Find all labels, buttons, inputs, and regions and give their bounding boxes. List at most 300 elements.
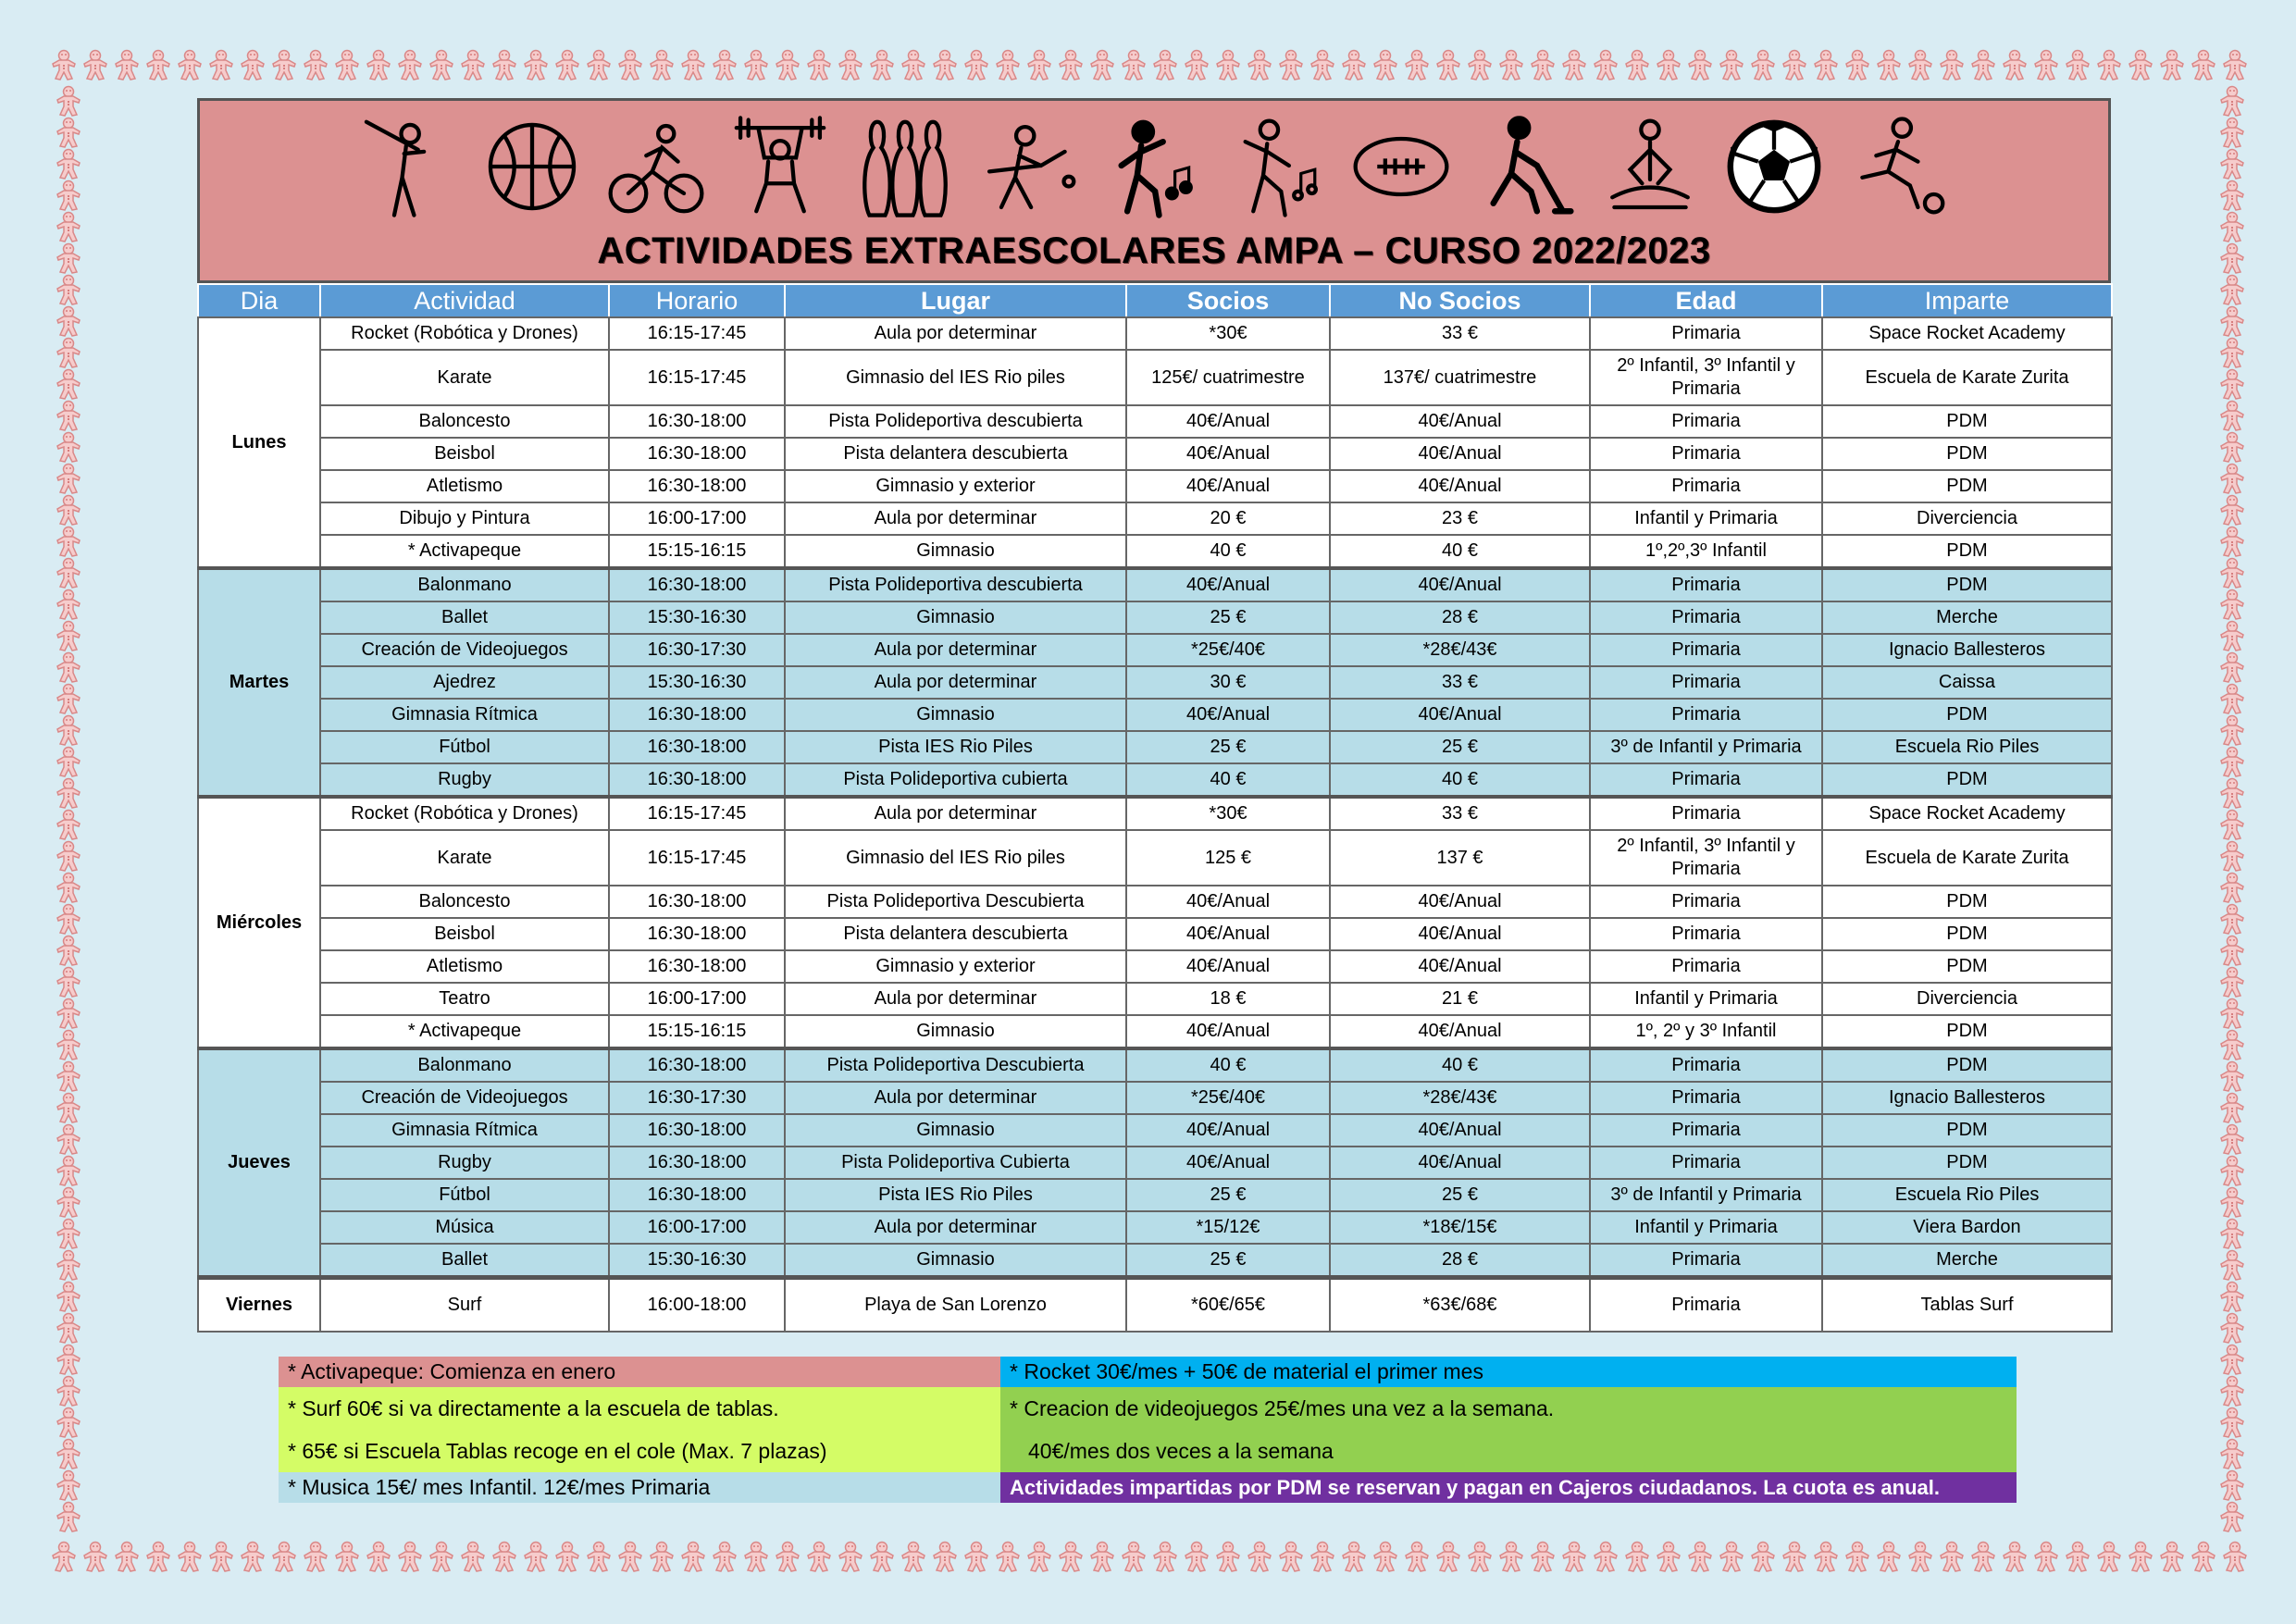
- cell-actividad: Baloncesto: [320, 405, 609, 438]
- football-kicker-icon: [1847, 112, 1949, 221]
- gingerbread-icon: [1055, 44, 1086, 85]
- cell-actividad: Balonmano: [320, 568, 609, 601]
- cell-imparte: Escuela Rio Piles: [1822, 1179, 2112, 1211]
- table-row: [198, 918, 2112, 950]
- gingerbread-icon: [48, 1536, 80, 1577]
- gingerbread-icon: [300, 1536, 331, 1577]
- gingerbread-icon: [111, 1536, 143, 1577]
- gingerbread-icon: [2212, 683, 2253, 714]
- gingerbread-icon: [2212, 1344, 2253, 1375]
- gingerbread-icon: [2212, 180, 2253, 211]
- bowling-icon: [854, 112, 956, 221]
- gingerbread-icon: [48, 840, 89, 872]
- table-row: [198, 797, 2112, 830]
- gingerbread-icon: [772, 1536, 803, 1577]
- cell-lugar: Pista Polideportiva Descubierta: [785, 1048, 1126, 1082]
- gingerbread-icon: [1181, 44, 1212, 85]
- gingerbread-icon: [2212, 1407, 2253, 1438]
- gingerbread-icon: [1086, 44, 1118, 85]
- cell-edad: Primaria: [1590, 1048, 1822, 1082]
- gingerbread-icon: [2212, 746, 2253, 777]
- gingerbread-icon: [1873, 1536, 1905, 1577]
- gingerbread-border-bottom: [48, 1536, 2251, 1577]
- dancer-music-icon: [1226, 112, 1328, 221]
- cell-horario: 15:30-16:30: [609, 601, 785, 634]
- note-surf-line-1: * Surf 60€ si va directamente a la escuela de tablas.: [288, 1396, 779, 1420]
- table-row: [198, 1179, 2112, 1211]
- table-row: [198, 405, 2112, 438]
- cell-edad: Primaria: [1590, 950, 1822, 983]
- cell-no-socios: 25 €: [1330, 1179, 1590, 1211]
- gingerbread-icon: [48, 1344, 89, 1375]
- gingerbread-icon: [205, 44, 237, 85]
- cell-actividad: Gimnasia Rítmica: [320, 699, 609, 731]
- gingerbread-icon: [2212, 242, 2253, 274]
- gingerbread-icon: [1747, 1536, 1779, 1577]
- cell-horario: 15:30-16:30: [609, 1244, 785, 1278]
- gingerbread-icon: [48, 180, 89, 211]
- gingerbread-icon: [1810, 44, 1842, 85]
- cell-socios: 125 €: [1126, 830, 1330, 886]
- cell-horario: 15:15-16:15: [609, 1015, 785, 1048]
- cell-actividad: Beisbol: [320, 438, 609, 470]
- gingerbread-icon: [1244, 44, 1275, 85]
- cell-no-socios: 40€/Anual: [1330, 438, 1590, 470]
- baseball-batter-icon: [357, 112, 459, 221]
- cell-no-socios: 40 €: [1330, 763, 1590, 797]
- cell-no-socios: *18€/15€: [1330, 1211, 1590, 1244]
- gingerbread-icon: [48, 872, 89, 903]
- day-cell-miercoles: Miércoles: [198, 797, 320, 1048]
- gingerbread-icon: [992, 44, 1024, 85]
- cell-actividad: Fútbol: [320, 731, 609, 763]
- cell-horario: 16:30-18:00: [609, 1048, 785, 1082]
- gingerbread-icon: [2212, 998, 2253, 1029]
- cell-imparte: PDM: [1822, 438, 2112, 470]
- gingerbread-icon: [1590, 1536, 1621, 1577]
- gingerbread-icon: [48, 431, 89, 463]
- gingerbread-border-top: [48, 44, 2251, 85]
- gingerbread-icon: [552, 44, 583, 85]
- cell-lugar: Aula por determinar: [785, 634, 1126, 666]
- cell-edad: 2º Infantil, 3º Infantil y Primaria: [1590, 350, 1822, 405]
- gingerbread-icon: [835, 1536, 866, 1577]
- cell-actividad: Música: [320, 1211, 609, 1244]
- gingerbread-icon: [48, 305, 89, 337]
- cell-horario: 16:30-17:30: [609, 1082, 785, 1114]
- cell-imparte: PDM: [1822, 950, 2112, 983]
- table-row: [198, 763, 2112, 797]
- note-videojuegos-line-1: * Creacion de videojuegos 25€/mes una vez a la semana.: [1010, 1396, 1555, 1420]
- cell-edad: 3º de Infantil y Primaria: [1590, 1179, 1822, 1211]
- cell-horario: 16:00-18:00: [609, 1278, 785, 1333]
- cell-edad: Primaria: [1590, 438, 1822, 470]
- cell-horario: 16:30-18:00: [609, 438, 785, 470]
- gingerbread-icon: [1307, 44, 1338, 85]
- table-row: [198, 1278, 2112, 1333]
- gingerbread-icon: [394, 44, 426, 85]
- cell-socios: 40€/Anual: [1126, 405, 1330, 438]
- cell-edad: Primaria: [1590, 1114, 1822, 1147]
- col-header-dia: Dia: [198, 284, 320, 317]
- gingerbread-icon: [489, 1536, 520, 1577]
- gingerbread-icon: [961, 1536, 992, 1577]
- cell-socios: 30 €: [1126, 666, 1330, 699]
- cell-socios: 40 €: [1126, 763, 1330, 797]
- table-row: [198, 983, 2112, 1015]
- gingerbread-icon: [2212, 1249, 2253, 1281]
- gingerbread-icon: [2030, 1536, 2062, 1577]
- gingerbread-icon: [80, 1536, 111, 1577]
- cell-lugar: Gimnasio del IES Rio piles: [785, 830, 1126, 886]
- gingerbread-icon: [2156, 44, 2188, 85]
- gingerbread-icon: [709, 1536, 740, 1577]
- gingerbread-icon: [1653, 44, 1684, 85]
- gingerbread-icon: [740, 1536, 772, 1577]
- gingerbread-icon: [1527, 1536, 1558, 1577]
- table-row: [198, 438, 2112, 470]
- cell-no-socios: 21 €: [1330, 983, 1590, 1015]
- gingerbread-icon: [48, 620, 89, 651]
- cell-socios: 40€/Anual: [1126, 699, 1330, 731]
- cell-actividad: Ajedrez: [320, 666, 609, 699]
- cell-socios: 40 €: [1126, 1048, 1330, 1082]
- gingerbread-icon: [709, 44, 740, 85]
- gingerbread-icon: [2062, 44, 2093, 85]
- gingerbread-icon: [48, 463, 89, 494]
- cell-lugar: Playa de San Lorenzo: [785, 1278, 1126, 1333]
- gingerbread-icon: [961, 44, 992, 85]
- cell-actividad: Karate: [320, 350, 609, 405]
- gingerbread-icon: [1212, 44, 1244, 85]
- gingerbread-icon: [1810, 1536, 1842, 1577]
- cell-lugar: Aula por determinar: [785, 666, 1126, 699]
- gingerbread-icon: [1558, 44, 1590, 85]
- gingerbread-icon: [772, 44, 803, 85]
- gingerbread-icon: [174, 44, 205, 85]
- cell-no-socios: 33 €: [1330, 797, 1590, 830]
- gingerbread-icon: [48, 368, 89, 400]
- weightlifter-icon: [729, 112, 831, 221]
- col-header-socios: Socios: [1126, 284, 1330, 317]
- gingerbread-icon: [2212, 620, 2253, 651]
- cell-lugar: Pista IES Rio Piles: [785, 1179, 1126, 1211]
- gingerbread-icon: [111, 44, 143, 85]
- cell-imparte: Space Rocket Academy: [1822, 317, 2112, 350]
- gingerbread-icon: [48, 242, 89, 274]
- gingerbread-icon: [1558, 1536, 1590, 1577]
- table-row: [198, 1015, 2112, 1048]
- cell-horario: 16:30-18:00: [609, 886, 785, 918]
- table-row: [198, 1114, 2112, 1147]
- note-surf: [279, 1387, 1000, 1472]
- table-row: [198, 666, 2112, 699]
- note-videojuegos: [1000, 1387, 2017, 1472]
- cell-actividad: * Activapeque: [320, 1015, 609, 1048]
- gingerbread-icon: [331, 1536, 363, 1577]
- gingerbread-icon: [2188, 1536, 2219, 1577]
- gingerbread-icon: [1370, 1536, 1401, 1577]
- table-row: [198, 886, 2112, 918]
- note-activapeque: * Activapeque: Comienza en enero: [279, 1357, 1000, 1387]
- cell-horario: 16:30-18:00: [609, 950, 785, 983]
- note-rocket: * Rocket 30€/mes + 50€ de material el primer mes: [1000, 1357, 2017, 1387]
- gingerbread-icon: [929, 44, 961, 85]
- gingerbread-icon: [48, 1281, 89, 1312]
- gingerbread-icon: [1684, 44, 1716, 85]
- cell-edad: Primaria: [1590, 666, 1822, 699]
- gingerbread-border-left: [48, 85, 89, 1538]
- gingerbread-icon: [2219, 44, 2251, 85]
- gingerbread-icon: [1024, 44, 1055, 85]
- cell-lugar: Gimnasio y exterior: [785, 950, 1126, 983]
- gingerbread-icon: [1936, 44, 1967, 85]
- cell-horario: 16:15-17:45: [609, 797, 785, 830]
- gingerbread-icon: [300, 44, 331, 85]
- table-row: [198, 634, 2112, 666]
- gingerbread-icon: [2212, 337, 2253, 368]
- cell-actividad: Teatro: [320, 983, 609, 1015]
- day-cell-lunes: Lunes: [198, 317, 320, 568]
- gingerbread-icon: [2030, 44, 2062, 85]
- cell-edad: Primaria: [1590, 634, 1822, 666]
- gingerbread-icon: [48, 1186, 89, 1218]
- gingerbread-icon: [803, 44, 835, 85]
- col-header-edad: Edad: [1590, 284, 1822, 317]
- cell-edad: Primaria: [1590, 317, 1822, 350]
- cell-no-socios: *28€/43€: [1330, 1082, 1590, 1114]
- gingerbread-icon: [48, 117, 89, 148]
- gingerbread-icon: [1149, 1536, 1181, 1577]
- cell-no-socios: 40€/Anual: [1330, 1015, 1590, 1048]
- gingerbread-icon: [2212, 85, 2253, 117]
- cell-lugar: Pista Polideportiva descubierta: [785, 405, 1126, 438]
- cell-edad: Infantil y Primaria: [1590, 983, 1822, 1015]
- gingerbread-icon: [48, 777, 89, 809]
- cell-socios: 25 €: [1126, 1244, 1330, 1278]
- gingerbread-icon: [1401, 1536, 1433, 1577]
- gingerbread-icon: [2212, 872, 2253, 903]
- cell-imparte: PDM: [1822, 918, 2112, 950]
- day-cell-viernes: Viernes: [198, 1278, 320, 1333]
- gingerbread-icon: [2212, 1438, 2253, 1469]
- gingerbread-icon: [2188, 44, 2219, 85]
- cell-actividad: Surf: [320, 1278, 609, 1333]
- table-row: [198, 1244, 2112, 1278]
- cell-horario: 16:30-18:00: [609, 763, 785, 797]
- gingerbread-icon: [1275, 44, 1307, 85]
- gingerbread-icon: [363, 1536, 394, 1577]
- col-header-no-socios: No Socios: [1330, 284, 1590, 317]
- cell-lugar: Aula por determinar: [785, 317, 1126, 350]
- gingerbread-icon: [426, 44, 457, 85]
- cell-no-socios: 40€/Anual: [1330, 918, 1590, 950]
- cell-socios: *25€/40€: [1126, 634, 1330, 666]
- dancer-icon: [1102, 112, 1204, 221]
- gingerbread-icon: [48, 809, 89, 840]
- gingerbread-icon: [205, 1536, 237, 1577]
- cell-lugar: Gimnasio y exterior: [785, 470, 1126, 502]
- gingerbread-icon: [1149, 44, 1181, 85]
- cell-lugar: Gimnasio: [785, 1114, 1126, 1147]
- gingerbread-icon: [2212, 1060, 2253, 1092]
- cell-lugar: Pista delantera descubierta: [785, 438, 1126, 470]
- cell-horario: 15:30-16:30: [609, 666, 785, 699]
- table-row: [198, 502, 2112, 535]
- gingerbread-icon: [2212, 1469, 2253, 1501]
- gingerbread-icon: [1716, 1536, 1747, 1577]
- table-row: [198, 1082, 2112, 1114]
- gingerbread-icon: [1118, 1536, 1149, 1577]
- cell-imparte: PDM: [1822, 1114, 2112, 1147]
- gingerbread-icon: [48, 557, 89, 589]
- gingerbread-icon: [237, 1536, 268, 1577]
- gingerbread-icon: [2212, 463, 2253, 494]
- cell-socios: 40€/Anual: [1126, 950, 1330, 983]
- gingerbread-icon: [520, 44, 552, 85]
- gingerbread-icon: [929, 1536, 961, 1577]
- cell-horario: 16:00-17:00: [609, 502, 785, 535]
- cell-horario: 16:30-18:00: [609, 1179, 785, 1211]
- gingerbread-icon: [2212, 809, 2253, 840]
- gingerbread-icon: [2212, 714, 2253, 746]
- schedule-table: [197, 283, 2113, 1333]
- cell-lugar: Aula por determinar: [785, 1082, 1126, 1114]
- cell-no-socios: 40€/Anual: [1330, 568, 1590, 601]
- cell-no-socios: 40€/Anual: [1330, 1114, 1590, 1147]
- gingerbread-icon: [583, 1536, 614, 1577]
- cell-actividad: Rugby: [320, 763, 609, 797]
- cell-imparte: PDM: [1822, 699, 2112, 731]
- cell-actividad: Balonmano: [320, 1048, 609, 1082]
- gingerbread-icon: [2212, 589, 2253, 620]
- cell-lugar: Gimnasio: [785, 699, 1126, 731]
- cell-horario: 16:30-18:00: [609, 470, 785, 502]
- cell-lugar: Aula por determinar: [785, 502, 1126, 535]
- gingerbread-icon: [2212, 1312, 2253, 1344]
- gingerbread-icon: [2212, 1029, 2253, 1060]
- cell-edad: Primaria: [1590, 1147, 1822, 1179]
- gingerbread-icon: [1779, 1536, 1810, 1577]
- gingerbread-icon: [48, 935, 89, 966]
- note-videojuegos-line-2: 40€/mes dos veces a la semana: [1028, 1439, 1334, 1463]
- gingerbread-icon: [835, 44, 866, 85]
- cell-no-socios: 33 €: [1330, 666, 1590, 699]
- gingerbread-icon: [2212, 400, 2253, 431]
- cell-horario: 16:30-18:00: [609, 699, 785, 731]
- gingerbread-border-right: [2212, 85, 2253, 1538]
- gingerbread-icon: [1967, 44, 1999, 85]
- cell-no-socios: 40 €: [1330, 1048, 1590, 1082]
- gingerbread-icon: [48, 966, 89, 998]
- gingerbread-icon: [1747, 44, 1779, 85]
- cell-imparte: PDM: [1822, 470, 2112, 502]
- gingerbread-icon: [48, 400, 89, 431]
- cell-no-socios: 137€/ cuatrimestre: [1330, 350, 1590, 405]
- gingerbread-icon: [1212, 1536, 1244, 1577]
- gingerbread-icon: [394, 1536, 426, 1577]
- gingerbread-icon: [48, 1123, 89, 1155]
- cell-imparte: Ignacio Ballesteros: [1822, 1082, 2112, 1114]
- col-header-lugar: Lugar: [785, 284, 1126, 317]
- table-row: [198, 535, 2112, 568]
- cell-edad: Infantil y Primaria: [1590, 502, 1822, 535]
- gingerbread-icon: [1905, 1536, 1936, 1577]
- gingerbread-icon: [489, 44, 520, 85]
- cell-lugar: Gimnasio: [785, 601, 1126, 634]
- gingerbread-icon: [48, 337, 89, 368]
- day-cell-martes: Martes: [198, 568, 320, 797]
- gingerbread-icon: [2212, 117, 2253, 148]
- gingerbread-icon: [48, 746, 89, 777]
- cell-edad: Primaria: [1590, 1082, 1822, 1114]
- gingerbread-icon: [48, 274, 89, 305]
- gingerbread-icon: [898, 1536, 929, 1577]
- cell-actividad: Karate: [320, 830, 609, 886]
- gingerbread-icon: [268, 44, 300, 85]
- gingerbread-icon: [1653, 1536, 1684, 1577]
- cell-no-socios: *28€/43€: [1330, 634, 1590, 666]
- gingerbread-icon: [2062, 1536, 2093, 1577]
- gingerbread-icon: [174, 1536, 205, 1577]
- cell-actividad: Rocket (Robótica y Drones): [320, 317, 609, 350]
- gingerbread-icon: [2212, 526, 2253, 557]
- cell-no-socios: 23 €: [1330, 502, 1590, 535]
- gingerbread-icon: [48, 1060, 89, 1092]
- gingerbread-icon: [331, 44, 363, 85]
- gingerbread-icon: [2212, 1092, 2253, 1123]
- cell-edad: Primaria: [1590, 470, 1822, 502]
- gingerbread-icon: [803, 1536, 835, 1577]
- gingerbread-icon: [2212, 305, 2253, 337]
- gingerbread-icon: [48, 148, 89, 180]
- table-row: [198, 470, 2112, 502]
- gingerbread-icon: [2156, 1536, 2188, 1577]
- cell-edad: Infantil y Primaria: [1590, 1211, 1822, 1244]
- cell-edad: Primaria: [1590, 886, 1822, 918]
- cell-socios: 25 €: [1126, 601, 1330, 634]
- gingerbread-icon: [1244, 1536, 1275, 1577]
- cell-actividad: Atletismo: [320, 470, 609, 502]
- cell-horario: 16:30-18:00: [609, 918, 785, 950]
- gingerbread-icon: [1086, 1536, 1118, 1577]
- cell-no-socios: 28 €: [1330, 1244, 1590, 1278]
- cell-lugar: Aula por determinar: [785, 1211, 1126, 1244]
- table-row: [198, 1147, 2112, 1179]
- gingerbread-icon: [1433, 1536, 1464, 1577]
- cell-horario: 16:15-17:45: [609, 830, 785, 886]
- cell-socios: *25€/40€: [1126, 1082, 1330, 1114]
- cell-edad: Primaria: [1590, 1278, 1822, 1333]
- gingerbread-icon: [48, 526, 89, 557]
- cell-horario: 16:15-17:45: [609, 317, 785, 350]
- cell-no-socios: 40€/Anual: [1330, 405, 1590, 438]
- sports-icons-row: [357, 106, 1949, 227]
- gingerbread-icon: [457, 1536, 489, 1577]
- gingerbread-icon: [237, 44, 268, 85]
- gingerbread-icon: [1275, 1536, 1307, 1577]
- gingerbread-icon: [2212, 966, 2253, 998]
- cell-lugar: Pista Polideportiva descubierta: [785, 568, 1126, 601]
- cell-imparte: Diverciencia: [1822, 502, 2112, 535]
- cell-horario: 16:15-17:45: [609, 350, 785, 405]
- cell-horario: 16:30-18:00: [609, 568, 785, 601]
- cell-actividad: Ballet: [320, 601, 609, 634]
- gingerbread-icon: [2212, 1123, 2253, 1155]
- gingerbread-icon: [48, 998, 89, 1029]
- cell-edad: Primaria: [1590, 699, 1822, 731]
- gingerbread-icon: [48, 1469, 89, 1501]
